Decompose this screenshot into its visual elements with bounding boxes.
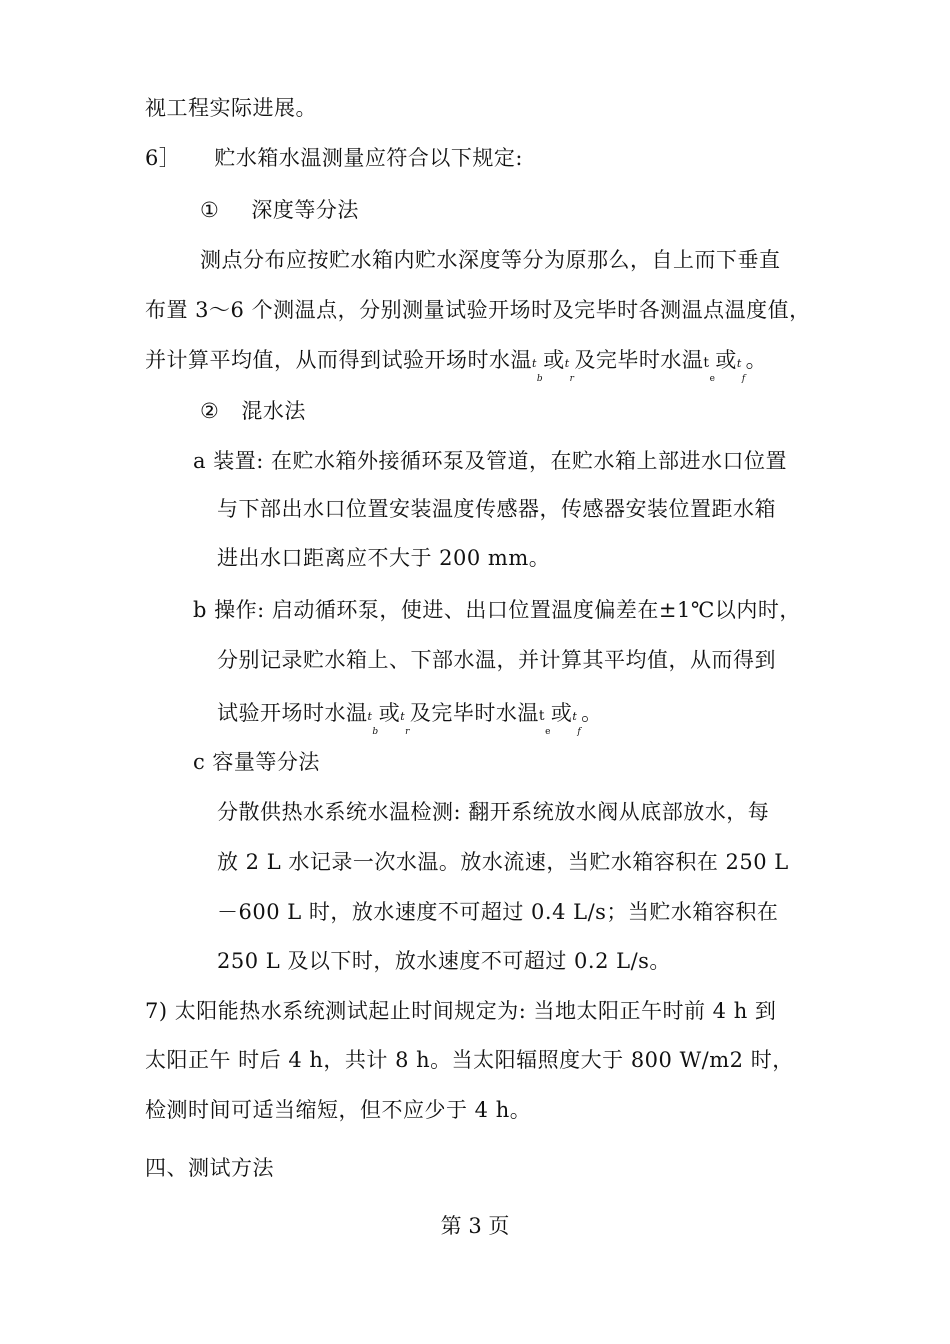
text-line [217, 699, 603, 737]
text-span: 及完毕时水温 [574, 348, 704, 372]
text-span: 并计算平均值，从而得到试验开场时水温 [145, 348, 532, 372]
text-line: 太阳正午 时后 4 h，共计 8 h。当太阳辐照度大于 800 W/m2 时， [145, 1048, 794, 1072]
text-line: 进出水口距离应不大于 200 mm。 [217, 546, 551, 570]
text-line: 放 2 L 水记录一次水温。放水流速，当贮水箱容积在 250 L [217, 850, 789, 874]
text-line [145, 346, 768, 384]
text-line: 检测时间可适当缩短，但不应少于 4 h。 [145, 1098, 532, 1122]
text-line: 测点分布应按贮水箱内贮水深度等分为原那么，自上而下垂直 [200, 248, 781, 272]
text-line: 分散供热水系统水温检测: 翻开系统放水阀从底部放水，每 [217, 800, 770, 824]
item-number: ① [200, 198, 220, 222]
text-span: 。 [745, 348, 768, 372]
list-item-6 [145, 144, 523, 172]
text-span: 或 [715, 348, 737, 372]
page-number: 第 3 页 [440, 1214, 510, 1238]
text-line: －600 L 时，放水速度不可超过 0.4 L/s；当贮水箱容积在 [217, 900, 779, 924]
text-span: 或 [378, 701, 401, 725]
subitem-1 [200, 196, 359, 224]
symbol-te: $t_e$ [538, 708, 551, 737]
item-number: ② [200, 399, 220, 423]
item-number: 6］ [145, 146, 181, 170]
text-span: 或 [550, 701, 573, 725]
text-line: 布置 3～6 个测温点，分别测量试验开场时及完毕时各测温点温度值， [145, 298, 811, 322]
symbol-tr: $t_r$ [564, 357, 575, 384]
text-line: 7) 太阳能热水系统测试起止时间规定为: 当地太阳正午时前 4 h 到 [145, 999, 777, 1023]
text-line: 视工程实际进展。 [145, 96, 317, 120]
section-heading: 四、测试方法 [145, 1156, 274, 1180]
text-line: 与下部出水口位置安装温度传感器，传感器安装位置距水箱 [217, 497, 776, 521]
symbol-tf: $t_f$ [572, 710, 582, 737]
subitem-2 [200, 397, 306, 425]
text-span: 及完毕时水温 [409, 701, 539, 725]
item-text: 深度等分法 [251, 198, 359, 222]
text-line: 250 L 及以下时，放水速度不可超过 0.2 L/s。 [217, 949, 671, 973]
text-span: 。 [581, 701, 603, 725]
symbol-tr: $t_r$ [400, 710, 410, 737]
item-text: 贮水箱水温测量应符合以下规定: [214, 146, 523, 170]
text-span: 或 [543, 348, 565, 372]
symbol-tf: $t_f$ [736, 357, 746, 384]
symbol-te: $t_e$ [703, 355, 716, 384]
text-line: a 装置: 在贮水箱外接循环泵及管道，在贮水箱上部进水口位置 [193, 449, 787, 473]
symbol-tb: $t_b$ [367, 710, 379, 737]
item-text: 混水法 [241, 399, 306, 423]
text-line: b 操作: 启动循环泵，使进、出口位置温度偏差在±1℃以内时， [193, 598, 801, 622]
text-line: c 容量等分法 [193, 750, 320, 774]
symbol-tb: $t_b$ [532, 357, 544, 384]
text-line: 分别记录贮水箱上、下部水温，并计算其平均值，从而得到 [217, 648, 776, 672]
text-span: 试验开场时水温 [217, 701, 368, 725]
